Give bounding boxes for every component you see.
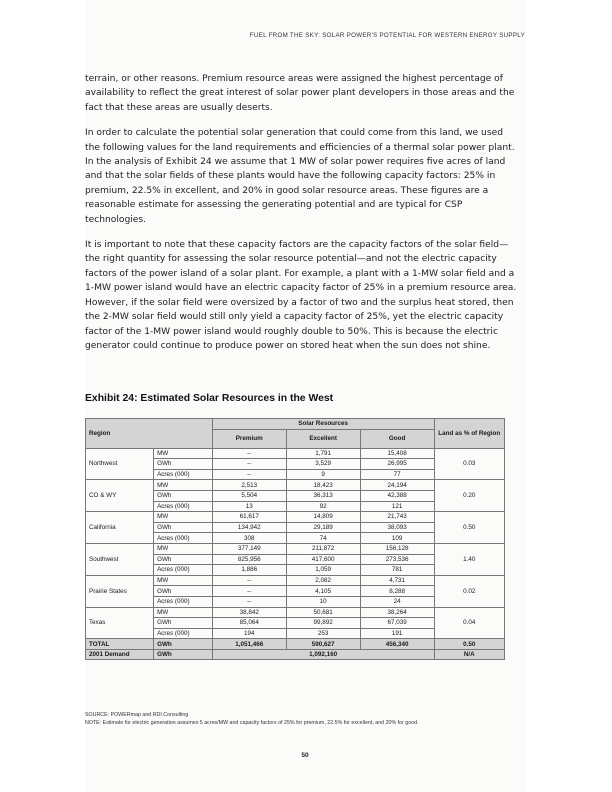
body-text bbox=[85, 72, 517, 364]
good-cell: 191 bbox=[360, 628, 434, 639]
table-body bbox=[86, 448, 505, 639]
region-name: Southwest bbox=[86, 543, 154, 575]
unit-cell: Acres (000) bbox=[154, 565, 213, 576]
premium-header: Premium bbox=[212, 429, 286, 448]
good-cell: 781 bbox=[360, 565, 434, 576]
premium-cell: 38,842 bbox=[212, 607, 286, 618]
table-row bbox=[86, 543, 505, 554]
total-premium: 1,051,466 bbox=[212, 639, 286, 650]
unit-cell: Acres (000) bbox=[154, 469, 213, 480]
good-cell: 67,039 bbox=[360, 618, 434, 629]
land-percent-cell: 0.02 bbox=[434, 575, 504, 607]
excellent-header: Excellent bbox=[286, 429, 360, 448]
land-percent-cell: 0.50 bbox=[434, 512, 504, 544]
good-header: Good bbox=[360, 429, 434, 448]
premium-cell: 377,149 bbox=[212, 543, 286, 554]
premium-cell: 5,504 bbox=[212, 490, 286, 501]
table-footnotes bbox=[85, 711, 525, 727]
excellent-cell: 29,189 bbox=[286, 522, 360, 533]
excellent-cell: 1,791 bbox=[286, 448, 360, 459]
table-row bbox=[86, 448, 505, 459]
region-name: California bbox=[86, 512, 154, 544]
premium-cell: 194 bbox=[212, 628, 286, 639]
unit-cell: GWh bbox=[154, 522, 213, 533]
excellent-cell: 10 bbox=[286, 596, 360, 607]
good-cell: 24 bbox=[360, 596, 434, 607]
method-note: NOTE: Estimate for electric generation assumes 5 acres/MW and capacity factors of 25% for premium, 22.5% for excellent, and 20% for good. bbox=[85, 720, 419, 726]
unit-cell: Acres (000) bbox=[154, 596, 213, 607]
excellent-cell: 4,105 bbox=[286, 586, 360, 597]
region-name: Texas bbox=[86, 607, 154, 639]
premium-cell: 13 bbox=[212, 501, 286, 512]
excellent-cell: 50,681 bbox=[286, 607, 360, 618]
total-row bbox=[86, 639, 505, 650]
excellent-cell: 253 bbox=[286, 628, 360, 639]
demand-row bbox=[86, 649, 505, 660]
good-cell: 121 bbox=[360, 501, 434, 512]
demand-label: 2001 Demand bbox=[86, 649, 154, 660]
excellent-cell: 74 bbox=[286, 533, 360, 544]
premium-cell: 1,886 bbox=[212, 565, 286, 576]
total-excellent: 590,627 bbox=[286, 639, 360, 650]
land-percent-cell: 1.40 bbox=[434, 543, 504, 575]
unit-cell: MW bbox=[154, 543, 213, 554]
demand-value: 1,092,160 bbox=[212, 649, 434, 660]
premium-cell: 825,956 bbox=[212, 554, 286, 565]
total-land: 0.50 bbox=[434, 639, 504, 650]
land-percent-cell: 0.20 bbox=[434, 480, 504, 512]
good-cell: 109 bbox=[360, 533, 434, 544]
excellent-cell: 9 bbox=[286, 469, 360, 480]
paragraph: terrain, or other reasons. Premium resource areas were assigned the highest percentage of availability to reflect the great interest of solar power plant developers in those areas and the fact that these areas are usually deserts. bbox=[85, 74, 515, 113]
land-header: Land as % of Region bbox=[434, 419, 504, 449]
unit-cell: GWh bbox=[154, 586, 213, 597]
unit-cell: GWh bbox=[154, 554, 213, 565]
paragraph: It is important to note that these capacity factors are the capacity factors of the solar field—the right quantity for assessing the solar resource potential—and not the electric capacity factors of the power island of a solar plant. For example, a plant with a 1-MW solar field and a 1-MW power island would have an electric capacity factor of 25% in a premium resource area. However, if the solar field were oversized by a factor of two and the surplus heat stored, then the 2-MW solar field would still only yield a capacity factor of 25%, yet the electric capacity factor of the 1-MW power island would roughly double to 50%. This is because the electric generator could continue to produce power on stored heat when the sun does not shine. bbox=[85, 240, 517, 351]
unit-cell: GWh bbox=[154, 490, 213, 501]
running-header: FUEL FROM THE SKY: SOLAR POWER'S POTENTIAL FOR WESTERN ENERGY SUPPLY bbox=[249, 32, 525, 39]
good-cell: 38,093 bbox=[360, 522, 434, 533]
total-good: 456,340 bbox=[360, 639, 434, 650]
unit-cell: GWh bbox=[154, 618, 213, 629]
excellent-cell: 1,059 bbox=[286, 565, 360, 576]
paragraph: In order to calculate the potential solar generation that could come from this land, we used the following values for the land requirements and efficiencies of a thermal solar power plant. In the analysis of Exhibit 24 we assume that 1 MW of solar power requires five acres of land and that the solar fields of these plants would have the following capacity factors: 25% in premium, 22.5% in excellent, and 20% in good solar resource areas. These figures are a reasonable estimate for assessing the generating potential and are typical for CSP technologies. bbox=[85, 128, 515, 225]
region-name: Prairie States bbox=[86, 575, 154, 607]
good-cell: 15,408 bbox=[360, 448, 434, 459]
premium-cell: -- bbox=[212, 459, 286, 470]
land-percent-cell: 0.03 bbox=[434, 448, 504, 480]
demand-unit: GWh bbox=[154, 649, 213, 660]
premium-cell: 61,617 bbox=[212, 512, 286, 523]
good-cell: 38,264 bbox=[360, 607, 434, 618]
table-row bbox=[86, 607, 505, 618]
good-cell: 21,743 bbox=[360, 512, 434, 523]
solar-resources-header: Solar Resources bbox=[212, 419, 434, 430]
table-row bbox=[86, 575, 505, 586]
excellent-cell: 36,313 bbox=[286, 490, 360, 501]
premium-cell: 2,513 bbox=[212, 480, 286, 491]
premium-cell: 308 bbox=[212, 533, 286, 544]
good-cell: 4,731 bbox=[360, 575, 434, 586]
total-label: TOTAL bbox=[86, 639, 154, 650]
premium-cell: -- bbox=[212, 596, 286, 607]
solar-resources-table bbox=[85, 418, 505, 660]
excellent-cell: 2,082 bbox=[286, 575, 360, 586]
table-row bbox=[86, 480, 505, 491]
page-number: 50 bbox=[301, 752, 309, 759]
good-cell: 156,128 bbox=[360, 543, 434, 554]
demand-land: N/A bbox=[434, 649, 504, 660]
region-header: Region bbox=[86, 419, 213, 449]
excellent-cell: 99,892 bbox=[286, 618, 360, 629]
table-row bbox=[86, 512, 505, 523]
unit-cell: MW bbox=[154, 575, 213, 586]
unit-cell: MW bbox=[154, 448, 213, 459]
excellent-cell: 14,809 bbox=[286, 512, 360, 523]
premium-cell: -- bbox=[212, 586, 286, 597]
premium-cell: -- bbox=[212, 469, 286, 480]
premium-cell: 85,064 bbox=[212, 618, 286, 629]
premium-cell: 134,942 bbox=[212, 522, 286, 533]
exhibit-table-wrapper bbox=[85, 418, 505, 660]
good-cell: 273,536 bbox=[360, 554, 434, 565]
total-unit: GWh bbox=[154, 639, 213, 650]
region-name: CO & WY bbox=[86, 480, 154, 512]
source-note: SOURCE: POWERmap and RDI Consulting bbox=[85, 712, 189, 718]
excellent-cell: 92 bbox=[286, 501, 360, 512]
excellent-cell: 18,423 bbox=[286, 480, 360, 491]
excellent-cell: 211,872 bbox=[286, 543, 360, 554]
excellent-cell: 3,529 bbox=[286, 459, 360, 470]
unit-cell: Acres (000) bbox=[154, 501, 213, 512]
unit-cell: GWh bbox=[154, 459, 213, 470]
unit-cell: Acres (000) bbox=[154, 628, 213, 639]
unit-cell: MW bbox=[154, 480, 213, 491]
excellent-cell: 417,600 bbox=[286, 554, 360, 565]
page bbox=[85, 0, 525, 792]
good-cell: 42,388 bbox=[360, 490, 434, 501]
good-cell: 77 bbox=[360, 469, 434, 480]
good-cell: 8,288 bbox=[360, 586, 434, 597]
region-name: Northwest bbox=[86, 448, 154, 480]
premium-cell: -- bbox=[212, 448, 286, 459]
land-percent-cell: 0.04 bbox=[434, 607, 504, 639]
unit-cell: MW bbox=[154, 512, 213, 523]
unit-cell: Acres (000) bbox=[154, 533, 213, 544]
unit-cell: MW bbox=[154, 607, 213, 618]
premium-cell: -- bbox=[212, 575, 286, 586]
good-cell: 24,194 bbox=[360, 480, 434, 491]
good-cell: 26,995 bbox=[360, 459, 434, 470]
exhibit-title: Exhibit 24: Estimated Solar Resources in the West bbox=[85, 393, 334, 404]
